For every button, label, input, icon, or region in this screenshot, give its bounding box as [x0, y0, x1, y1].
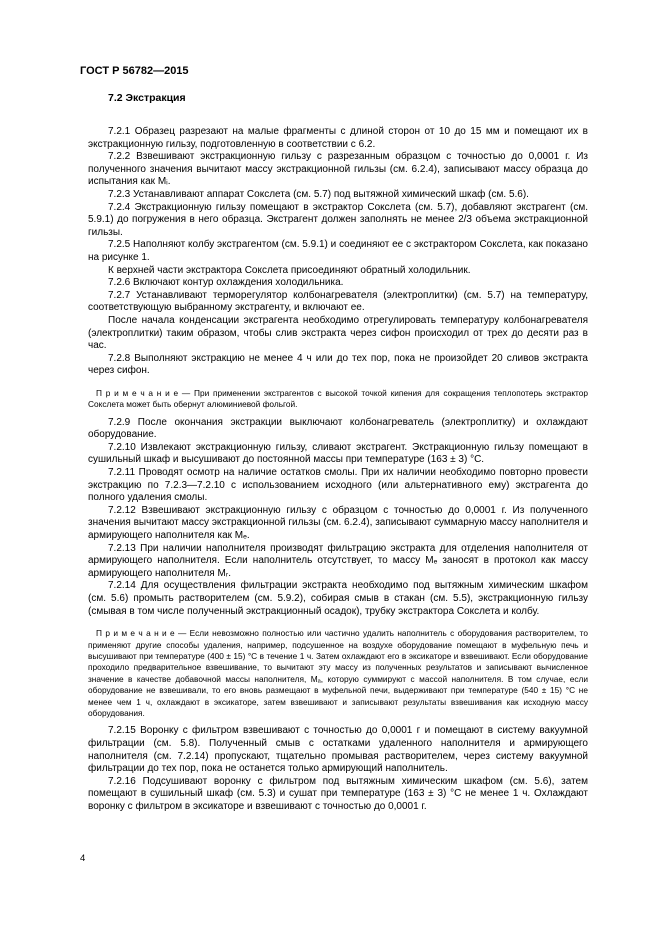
paragraph-7-2-12: 7.2.12 Взвешивают экстракционную гильзу с образцом с точностью до 0,0001 г. Из полученного значения вычитают массу экстракционной гильзы (см. 6.2.4), записывают суммарную массу наполнителя и армирующего наполнителя как Mₑ. [88, 504, 588, 542]
document-body [88, 92, 588, 814]
paragraph-condenser: К верхней части экстрактора Сокслета присоединяют обратный холодильник. [108, 264, 471, 276]
paragraph-7-2-16: 7.2.16 Подсушивают воронку с фильтром под вытяжным химическим шкафом (см. 5.6), затем помещают в сушильный шкаф (см. 5.3) и сушат при температуре (163 ± 3) °С не менее 1 ч. Охлаждают воронку с фильтром в эксикаторе и взвешивают с точностью до 0,0001 г. [88, 775, 588, 812]
paragraph-7-2-5: 7.2.5 Наполняют колбу экстрагентом (см. 5.9.1) и соединяют ее с экстрактором Сокслета, как показано на рисунке 1. [88, 239, 588, 263]
paragraph-7-2-1: 7.2.1 Образец разрезают на малые фрагменты с длиной сторон от 10 до 15 мм и помещают их в экстракционную гильзу, подготовленную в соответствии с 6.2. [88, 126, 588, 150]
paragraph-7-2-2: 7.2.2 Взвешивают экстракционную гильзу с разрезанным образцом с точностью до 0,0001 г. Из полученного значения вычитают массу экстракционной гильзы (см. 6.2.4), записывают массу образца до испытания как Mᵢ. [88, 151, 588, 188]
note-muffle-furnace: П р и м е ч а н и е — Если невозможно полностью или частично удалить наполнитель с оборудования растворителем, то применяют другие способы удаления, например, подсушенное на воздухе оборудование помещают в муфельную печь и высушивают при температуре (400 ± 15) °С в течение 1 ч. Затем охлаждают его в эксикаторе и взвешивают. Если оборудование проходило предварительное взвешивание, то вычитают эту массу из полученных результатов и записывают вычисленное значение в качестве добавочной массы наполнителя, Mₐ, которую суммируют с массой наполнителя. В том случае, если оборудование не взвешивали, то его вновь размещают в муфельной печи, выдерживают при температуре (540 ± 15) °С не менее чем 1 ч, охлаждают в эксикаторе, затем взвешивают и записывают результаты взвешивания как исходную массу оборудования. [88, 628, 588, 719]
note-foil: П р и м е ч а н и е — При применении экстрагентов с высокой точкой кипения для сокращения теплопотерь экстрактор Сокслета может быть обернут алюминиевой фольгой. [88, 387, 588, 410]
paragraph-7-2-6: 7.2.6 Включают контур охлаждения холодильника. [108, 277, 344, 289]
paragraph-7-2-8: 7.2.8 Выполняют экстракцию не менее 4 ч или до тех пор, пока не произойдет 20 сливов экстракта через сифон. [88, 352, 588, 377]
page-number: 4 [80, 853, 86, 864]
section-title: 7.2 Экстракция [108, 92, 186, 104]
paragraph-7-2-4: 7.2.4 Экстракционную гильзу помещают в экстрактор Сокслета (см. 5.7), добавляют экстрагент (см. 5.9.1) до погружения в него образца. Экстрагент должен заполнять не менее 2/3 объема экстракционной гильзы. [88, 201, 588, 238]
paragraph-7-2-7: 7.2.7 Устанавливают терморегулятор колбонагревателя (электроплитки) (см. 5.7) на температуру, соответствующую выбранному экстрагенту, и включают ее. [88, 289, 588, 314]
paragraph-7-2-10: 7.2.10 Извлекают экстракционную гильзу, сливают экстрагент. Экстракционную гильзу помещают в сушильный шкаф и высушивают до постоянной массы при температуре (163 ± 3) °С. [88, 441, 588, 466]
paragraph-condensation: После начала конденсации экстрагента необходимо отрегулировать температуру колбонагревателя (электроплитки) таким образом, чтобы слив экстракта через сифон происходил от трех до десяти раз в час. [88, 314, 588, 352]
paragraph-7-2-13: 7.2.13 При наличии наполнителя производят фильтрацию экстракта для отделения наполнителя от армирующего наполнителя. Если наполнитель отсутствует, то массу Mₑ заносят в протокол как массу армирующего наполнителя Mᵣ. [88, 542, 588, 579]
paragraph-7-2-11: 7.2.11 Проводят осмотр на наличие остатков смолы. При их наличии необходимо повторно провести экстракцию по 7.2.3—7.2.10 с использованием исходного (или альтернативного ему) экстрагента до полного удаления смолы. [88, 467, 588, 504]
document-header: ГОСТ Р 56782—2015 [80, 65, 189, 77]
paragraph-7-2-9: 7.2.9 После окончания экстракции выключают колбонагреватель (электроплитку) и охлаждают оборудование. [88, 416, 588, 441]
paragraph-7-2-3: 7.2.3 Устанавливают аппарат Сокслета (см. 5.7) под вытяжной химический шкаф (см. 5.6). [108, 188, 529, 200]
paragraph-7-2-14: 7.2.14 Для осуществления фильтрации экстракта необходимо под вытяжным химическим шкафом (см. 5.6) промыть растворителем (см. 5.9.2), собирая смыв в стакан (см. 5.5), экстракционную гильзу (смывая в том числе полученный экстракционный осадок), трубку экстрактора Сокслета и колбу. [88, 580, 588, 617]
paragraph-7-2-15: 7.2.15 Воронку с фильтром взвешивают с точностью до 0,0001 г и помещают в систему вакуумной фильтрации (см. 5.8). Полученный смыв с остатками удаленного наполнителя и армирующего наполнителя (см. 7.2.14) пропускают, тщательно промывая растворителем, через систему вакуумной фильтрации до тех пор, пока не останется только армирующий наполнитель. [88, 725, 588, 775]
